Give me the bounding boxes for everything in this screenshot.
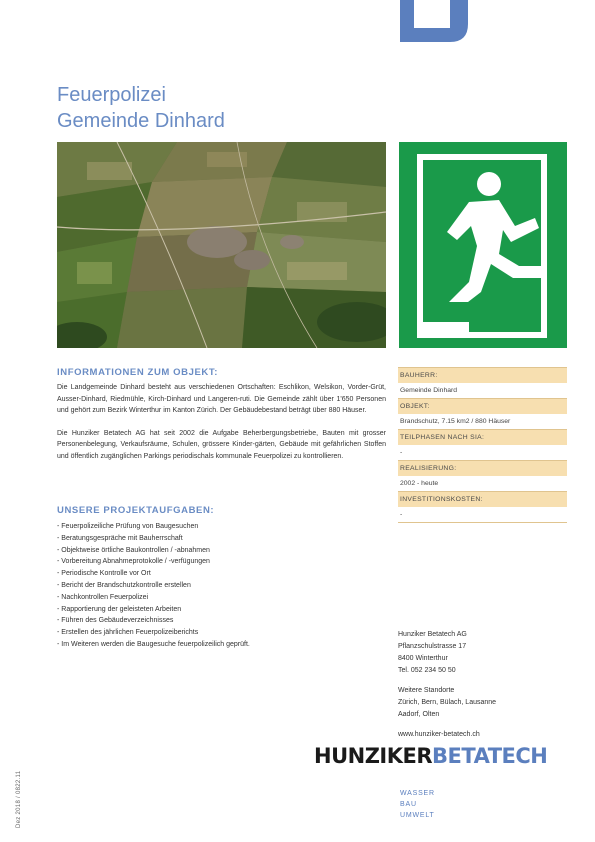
contact-block [398,629,568,741]
locations-line-1: Zürich, Bern, Bülach, Lausanne [398,699,497,706]
task-item: - Nachkontrollen Feuerpolizei [57,593,149,601]
info-paragraph-1: Die Landgemeinde Dinhard besteht aus verschiedenen Ortschaften: Eschlikon, Welsikon, Vorder-Grüt, Ausser-Dinhard, Riedmühle, Kirch-Dinhard und Langeren-ruti. Die Gemeinde zählt über 1'650 Personen und gehört zum Bezirk Winterthur im Kanton Zürich. Der Gebäudebestand beträgt über 880 Häuser. [57,384,386,414]
task-item: - Führen des Gebäudeverzeichnisses [57,617,174,625]
task-item: - Vorbereitung Abnahmeprotokolle / -verfügungen [57,558,210,566]
fact-value-bauherr: Gemeinde Dinhard [400,387,458,394]
emergency-exit-icon [399,142,567,348]
title-line-2: Gemeinde Dinhard [57,110,225,132]
brand-tagline [400,788,435,821]
company-logo [314,744,547,772]
company-city: 8400 Winterthur [398,655,448,662]
aerial-photo [57,142,386,348]
info-heading: INFORMATIONEN ZUM OBJEKT: [57,367,219,378]
project-facts [398,367,567,523]
task-item: - Bericht der Brandschutzkontrolle erstellen [57,581,191,589]
task-item: - Erstellen des jährlichen Feuerpolizeiberichts [57,629,199,637]
company-phone[interactable]: Tel. 052 234 50 50 [398,667,456,674]
fact-label-teilphasen: TEILPHASEN NACH SIA: [398,429,567,445]
fact-value-teilphasen: - [400,449,403,456]
fact-value-realisierung: 2002 - heute [400,480,439,487]
document-reference: Dez 2018 / 0822.11 [16,770,22,828]
task-item: - Rapportierung der geleisteten Arbeiten [57,605,182,613]
fact-value-investitionskosten: - [398,507,567,523]
task-item: - Feuerpolizeiliche Prüfung von Baugesuchen [57,523,199,530]
tasks-heading: UNSERE PROJEKTAUFGABEN: [57,505,215,516]
fact-label-objekt: OBJEKT: [398,398,567,414]
fact-value-objekt: Brandschutz, 7.15 km2 / 880 Häuser [400,418,511,425]
page-title [57,82,225,134]
tagline-umwelt: UMWELT [400,812,435,819]
tagline-wasser: WASSER [400,790,435,797]
company-street: Pflanzschulstrasse 17 [398,643,467,650]
task-item: - Im Weiteren werden die Baugesuche feuerpolizeilich geprüft. [57,640,250,648]
locations-heading: Weitere Standorte [398,687,455,694]
tagline-bau: BAU [400,801,417,808]
logo-tab-icon [400,0,468,42]
website-link[interactable]: www.hunziker-betatech.ch [398,731,480,738]
logo-name-right: BETATECH [432,744,548,768]
info-text [57,382,386,473]
logo-name-left: HUNZIKER [314,744,433,768]
task-item: - Beratungsgespräche mit Bauherrschaft [57,534,183,542]
task-item: - Periodische Kontrolle vor Ort [57,570,151,578]
fact-label-bauherr: BAUHERR: [398,367,567,383]
task-item: - Objektweise örtliche Baukontrollen / -abnahmen [57,546,210,554]
info-paragraph-2: Die Hunziker Betatech AG hat seit 2002 die Aufgabe Beherbergungsbetriebe, Bauten mit grosser Personenbelegung, Verkaufsräume, Schulen, grössere Kinder-gärten, Gebäude mit gefährlichen Stoffen und öffentlich zugänglichen Parkings periodischals kommunale Feuerpolizei zu kontrollieren. [57,429,386,460]
locations-line-2: Aadorf, Olten [398,711,440,718]
fact-label-investitionskosten: INVESTITIONSKOSTEN: [398,491,567,507]
company-name: Hunziker Betatech AG [398,631,467,638]
fact-label-realisierung: REALISIERUNG: [398,460,567,476]
title-line-1: Feuerpolizei [57,84,166,106]
tasks-list [57,521,386,651]
